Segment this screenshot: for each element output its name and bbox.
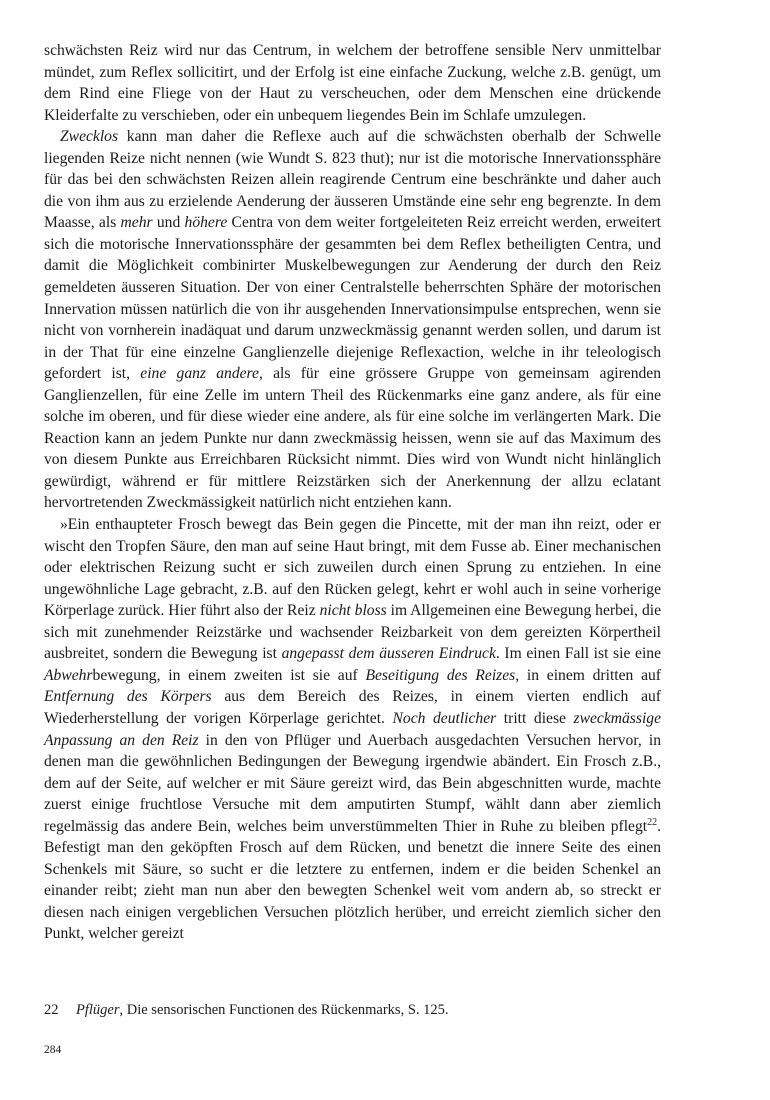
body-paragraph <box>44 514 661 945</box>
paragraph-text: und <box>152 214 185 232</box>
footnote-reference: 22 <box>647 816 658 828</box>
italic-text: Entfernung des Körpers <box>44 688 212 706</box>
footnote <box>44 1000 661 1020</box>
italic-text: Beseitigung des Reizes <box>365 666 516 684</box>
paragraph-text: . Im einen Fall ist sie eine <box>495 645 661 663</box>
paragraph-text: tritt diese <box>496 709 574 727</box>
paragraph-text: . Befestigt man den geköpften Frosch auf dem Rücken, und benetzt die innere Seite des einen Schenkels mit Säure, so sucht er die letztere zu entfernen, indem er die beiden Schenkel an einander reibt; zieht man nun aber den bewegten Schenkel weit vom andern ab, so streckt er diesen nach einigen vergeblichen Versuchen plötzlich herüber, und erreicht ziemlich sicher den Punkt, welcher gereizt <box>44 817 661 943</box>
italic-text: zweckmässige Anpassung an den Reiz <box>44 709 661 749</box>
italic-text: angepasst dem äusseren Eindruck <box>281 645 496 663</box>
body-paragraph <box>44 40 661 126</box>
page-number: 284 <box>44 1044 62 1056</box>
italic-text: mehr <box>120 214 153 232</box>
footnote-text: , Die sensorischen Functionen des Rückenmarks, S. 125. <box>119 1002 449 1018</box>
italic-text: Zwecklos <box>60 128 119 146</box>
paragraph-text: , als für eine grössere Gruppe von gemeinsam agirenden Ganglienzellen, für eine Zelle im untern Theil des Rückenmarks eine ganz andere, als für eine solche im oberen, und für diese wieder eine andere, als für eine solche im verlängerten Mark. Die Reaction kann an jedem Punkte nur dann zweckmässig heissen, wenn sie auf das Maximum des von diesem Punkte aus Erreichbaren Rücksicht nimmt. Dies wird von Wundt nicht hinlänglich gewürdigt, während er für mittlere Reizstärken sich der Anerkennung der allzu eclatant hervortretenden Zweckmässigkeit natürlich nicht entziehen kann. <box>44 365 662 512</box>
paragraph-text: , in einem dritten auf <box>515 666 661 684</box>
paragraph-text: aus dem Bereich des Reizes, in einem vierten endlich auf Wiederherstellung der vorigen Körperlage gerichtet. <box>44 688 661 727</box>
paragraph-text: kann man daher die Reflexe auch auf die schwächsten oberhalb der Schwelle liegenden Reize nicht nennen (wie Wundt S. 823 thut); nur ist die motorische Innervationssphäre für das bei den schwächsten Reizen allein reagirende Centrum eine beschränkte und daher auch die von ihm aus zu erzielende Aenderung der äusseren Umstände eine sehr eng begrenzte. In dem Maasse, als <box>44 128 661 232</box>
italic-text: nicht bloss <box>319 602 387 620</box>
paragraph-text: bewegung, in einem zweiten ist sie auf <box>92 666 366 684</box>
italic-text: Abwehr <box>44 666 93 684</box>
italic-text: höhere <box>184 214 228 232</box>
paragraph-text: im Allgemeinen eine Bewegung herbei, die sich mit zunehmender Reizstärke und wachsender Reizbarkeit von dem gereizten Körpertheil ausbreitet, sondern die Bewegung ist <box>44 602 661 663</box>
footnote-author: Pflüger <box>76 1002 120 1018</box>
page-body <box>44 40 661 945</box>
paragraph-text: »Ein enthaupteter Frosch bewegt das Bein gegen die Pincette, mit der man ihn reizt, oder er wischt den Tropfen Säure, den man auf seine Haut bringt, mit dem Fusse ab. Einer mechanischen oder elektrischen Reizung sucht er sich zuweilen durch einen Sprung zu entziehen. In eine ungewöhnliche Lage gebracht, z.B. auf den Rücken gelegt, kehrt er wohl auch in seine vorherige Körperlage zurück. Hier führt also der Reiz <box>44 516 661 620</box>
italic-text: Noch deutlicher <box>392 709 497 727</box>
footnote-number: 22 <box>44 1002 59 1018</box>
paragraph-text: schwächsten Reiz wird nur das Centrum, in welchem der betroffene sensible Nerv unmittelbar mündet, zum Reflex sollicitirt, und der Erfolg ist eine einfache Zuckung, welche z.B. genügt, um dem Rind eine Fliege von der Haut zu verscheuchen, oder dem Menschen eine drückende Kleiderfalte zu verschieben, oder ein unbequem liegendes Bein im Schlafe umzulegen. <box>44 42 661 124</box>
paragraph-text: in den von Pflüger und Auerbach ausgedachten Versuchen hervor, in denen man die gewöhnlichen Bedingungen der Bewegung irgendwie abändert. Ein Frosch z.B., dem auf der Seite, auf welcher er mit Säure gereizt wird, das Bein abgeschnitten wurde, machte zuerst einige fruchtlose Versuche mit dem amputirten Stumpf, wählt dann aber ziemlich regelmässig das andere Bein, welches beim unverstümmelten Thier in Ruhe zu bleiben pflegt <box>44 731 661 835</box>
italic-text: eine ganz andere <box>140 365 259 383</box>
paragraph-text: Centra von dem weiter fortgeleiteten Reiz erreicht werden, erweitert sich die motorische Innervationssphäre der gesammten bei dem Reflex betheiligten Centra, und damit die Möglichkeit combinirter Muskelbewegungen zur Aenderung der durch den Reiz gemeldeten äusseren Situation. Der von einer Centralstelle beherrschten Sphäre der motorischen Innervation müssen natürlich die von ihr ausgehenden Innervationsimpulse entsprechen, wenn sie nicht von vornherein inadäquat und darum unzweckmässig genannt werden sollen, und darum ist in der That für eine einzelne Ganglienzelle diejenige Reflexaction, welche in ihr teleologisch gefordert ist, <box>44 214 661 383</box>
body-paragraph <box>44 126 661 514</box>
